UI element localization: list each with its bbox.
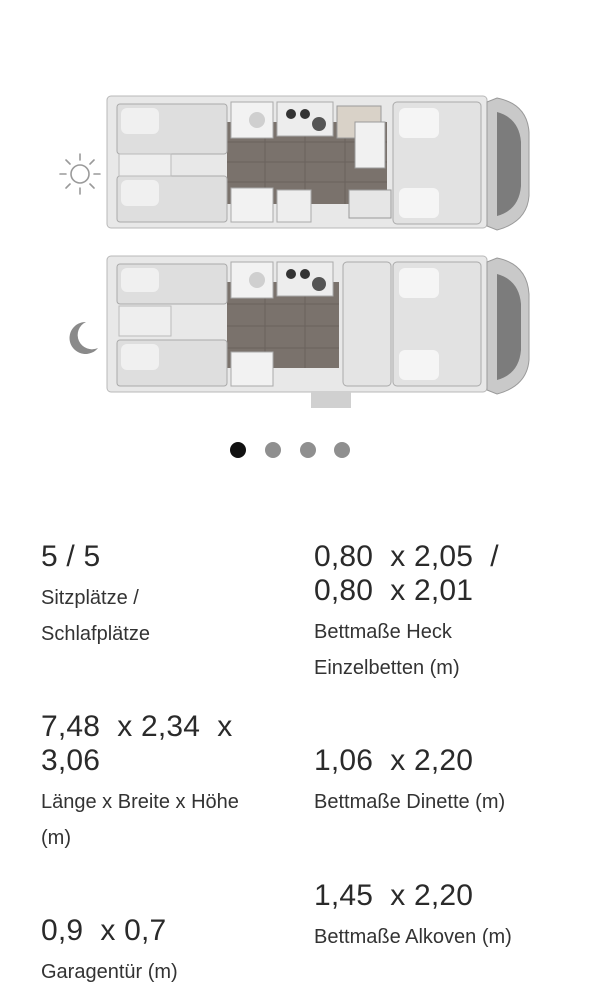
floor-plan-night (105, 252, 531, 412)
spec-dimensions (41, 710, 311, 856)
spec-dinette-bed (314, 744, 584, 820)
spec-garage-door (41, 914, 311, 990)
spec-label: Länge x Breite x Höhe (m) (41, 791, 239, 849)
spec-label: Bettmaße Heck Einzelbetten (m) (314, 621, 460, 679)
spec-alcove-bed (314, 879, 584, 955)
spec-label: Sitzplätze / Schlafplätze (41, 587, 150, 645)
spec-label: Bettmaße Dinette (m) (314, 791, 506, 813)
spec-value: 5 / 5 (41, 540, 101, 573)
carousel-dot-4[interactable] (334, 442, 350, 458)
moon-icon (62, 318, 102, 358)
spec-label: Garagentür (m) (41, 961, 178, 983)
carousel-dot-1[interactable] (230, 442, 246, 458)
spec-seats (41, 540, 311, 652)
spec-value: 0,9 x 0,7 (41, 914, 167, 947)
carousel-dot-2[interactable] (265, 442, 281, 458)
spec-value: 1,45 x 2,20 (314, 879, 474, 912)
spec-value: 7,48 x 2,34 x 3,06 (41, 710, 233, 777)
carousel-dot-3[interactable] (300, 442, 316, 458)
spec-value: 0,80 x 2,05 / 0,80 x 2,01 (314, 540, 499, 607)
floor-plan-gallery[interactable] (0, 0, 611, 480)
spec-rear-beds (314, 540, 584, 686)
floor-plan-day (105, 92, 531, 235)
spec-value: 1,06 x 2,20 (314, 744, 474, 777)
carousel-pagination (0, 440, 611, 460)
sun-icon (56, 150, 104, 198)
spec-label: Bettmaße Alkoven (m) (314, 926, 512, 948)
